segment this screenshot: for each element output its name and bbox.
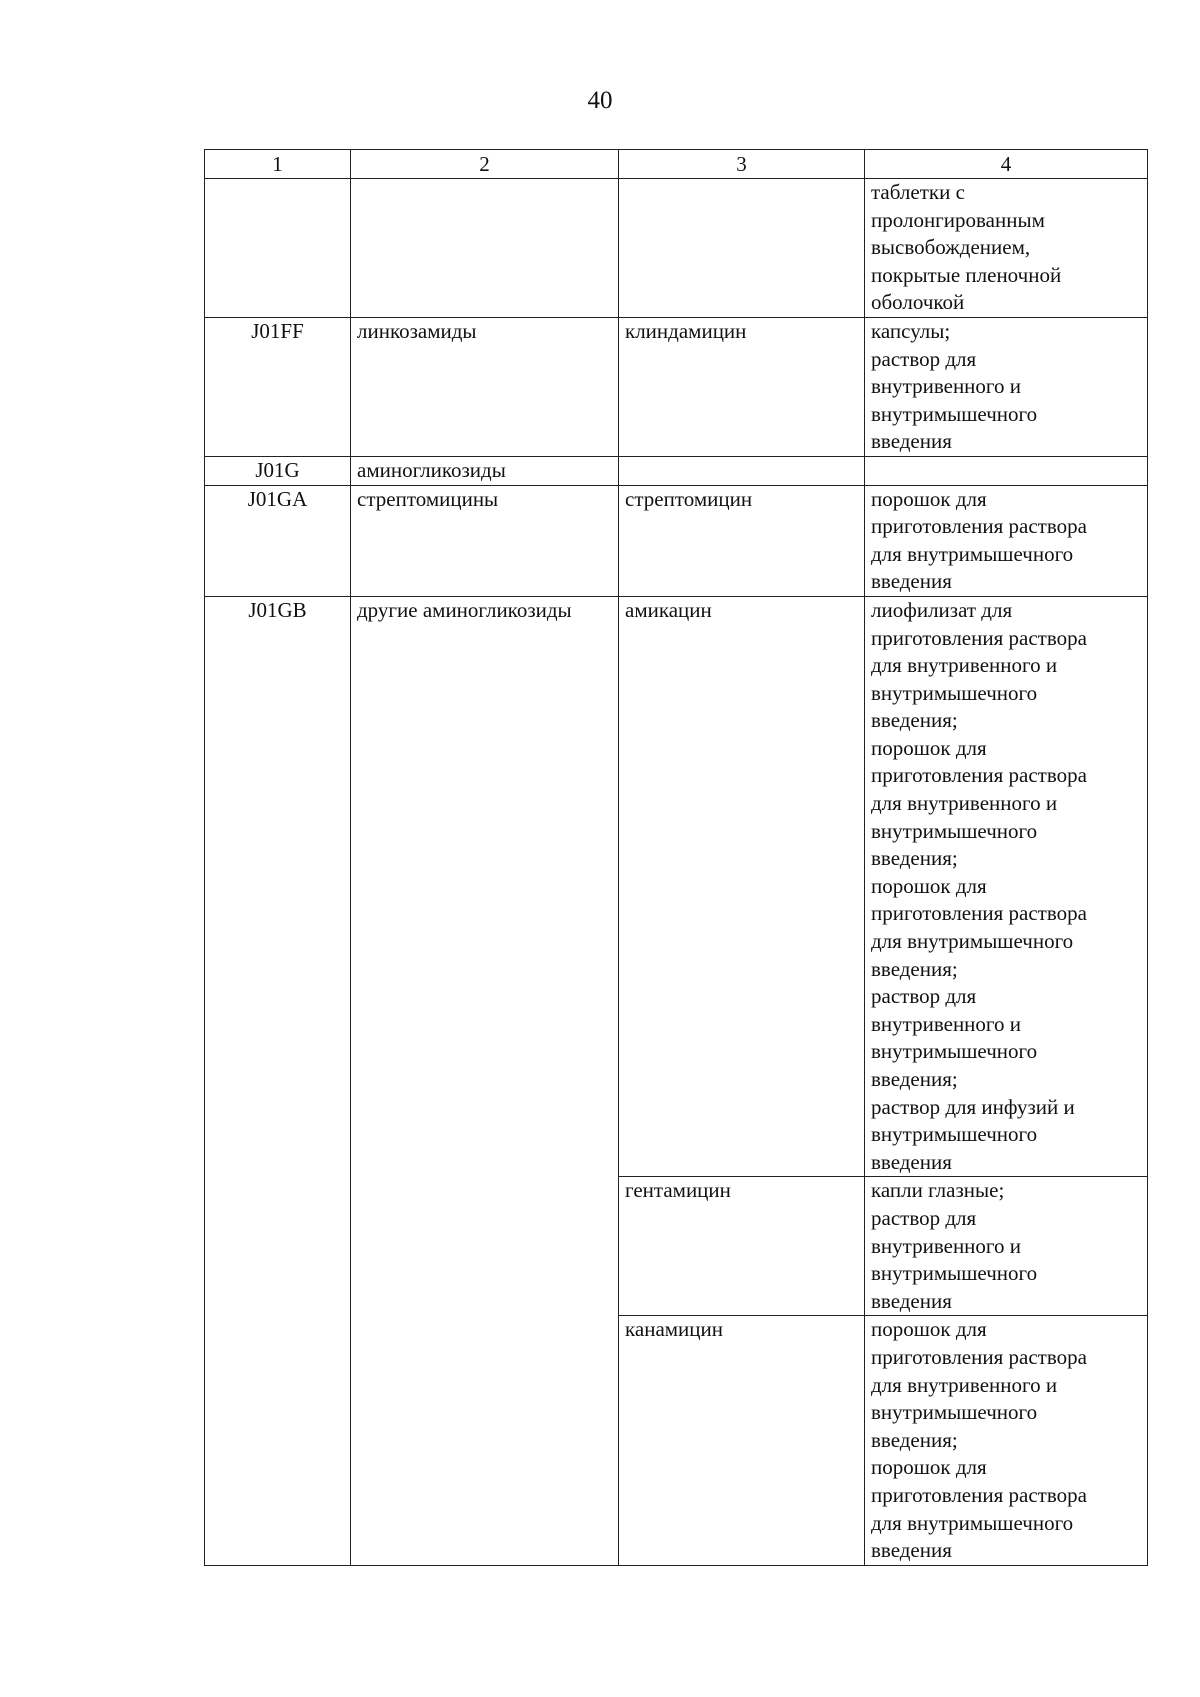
forms-cell: порошок для приготовления раствора для внутримышечного введения xyxy=(865,485,1148,596)
forms-cell: таблетки с пролонгированным высвобождением, покрытые пленочной оболочкой xyxy=(865,179,1148,318)
group-cell xyxy=(351,179,619,318)
drug-cell: стрептомицин xyxy=(619,485,865,596)
column-header-4: 4 xyxy=(865,150,1148,179)
drug-cell xyxy=(619,179,865,318)
table-header-row xyxy=(205,150,1148,179)
column-header-2: 2 xyxy=(351,150,619,179)
code-cell: J01GB xyxy=(205,596,351,1565)
forms-cell xyxy=(865,456,1148,485)
drug-cell: амикацин xyxy=(619,596,865,1176)
page-number: 40 xyxy=(587,87,613,114)
table-row-j01ff xyxy=(205,317,1148,456)
table-row-j01gb xyxy=(205,596,1148,1176)
code-cell: J01GA xyxy=(205,485,351,596)
drug-cell xyxy=(619,456,865,485)
group-cell: линкозамиды xyxy=(351,317,619,456)
forms-cell: лиофилизат для приготовления раствора для внутривенного и внутримышечного введения; порошок для приготовления раствора для внутривенного и внутримышечного введения; порошок для приготовления раствора для внутримышечного введения; раствор для внутривенного и внутримышечного введения; раствор для инфузий и внутримышечного введения xyxy=(865,596,1148,1176)
group-cell: стрептомицины xyxy=(351,485,619,596)
table-row-continuation xyxy=(205,179,1148,318)
column-header-3: 3 xyxy=(619,150,865,179)
forms-cell: порошок для приготовления раствора для внутривенного и внутримышечного введения; порошок для приготовления раствора для внутримышечного введения xyxy=(865,1316,1148,1565)
column-header-1: 1 xyxy=(205,150,351,179)
group-cell: другие аминогликозиды xyxy=(351,596,619,1565)
forms-cell: капсулы; раствор для внутривенного и внутримышечного введения xyxy=(865,317,1148,456)
drug-cell: гентамицин xyxy=(619,1177,865,1316)
code-cell: J01FF xyxy=(205,317,351,456)
table-row-j01g xyxy=(205,456,1148,485)
code-cell xyxy=(205,179,351,318)
drug-cell: канамицин xyxy=(619,1316,865,1565)
group-cell: аминогликозиды xyxy=(351,456,619,485)
table-row-j01ga xyxy=(205,485,1148,596)
code-cell: J01G xyxy=(205,456,351,485)
drug-cell: клиндамицин xyxy=(619,317,865,456)
forms-cell: капли глазные; раствор для внутривенного и внутримышечного введения xyxy=(865,1177,1148,1316)
drug-table xyxy=(204,149,1148,1566)
